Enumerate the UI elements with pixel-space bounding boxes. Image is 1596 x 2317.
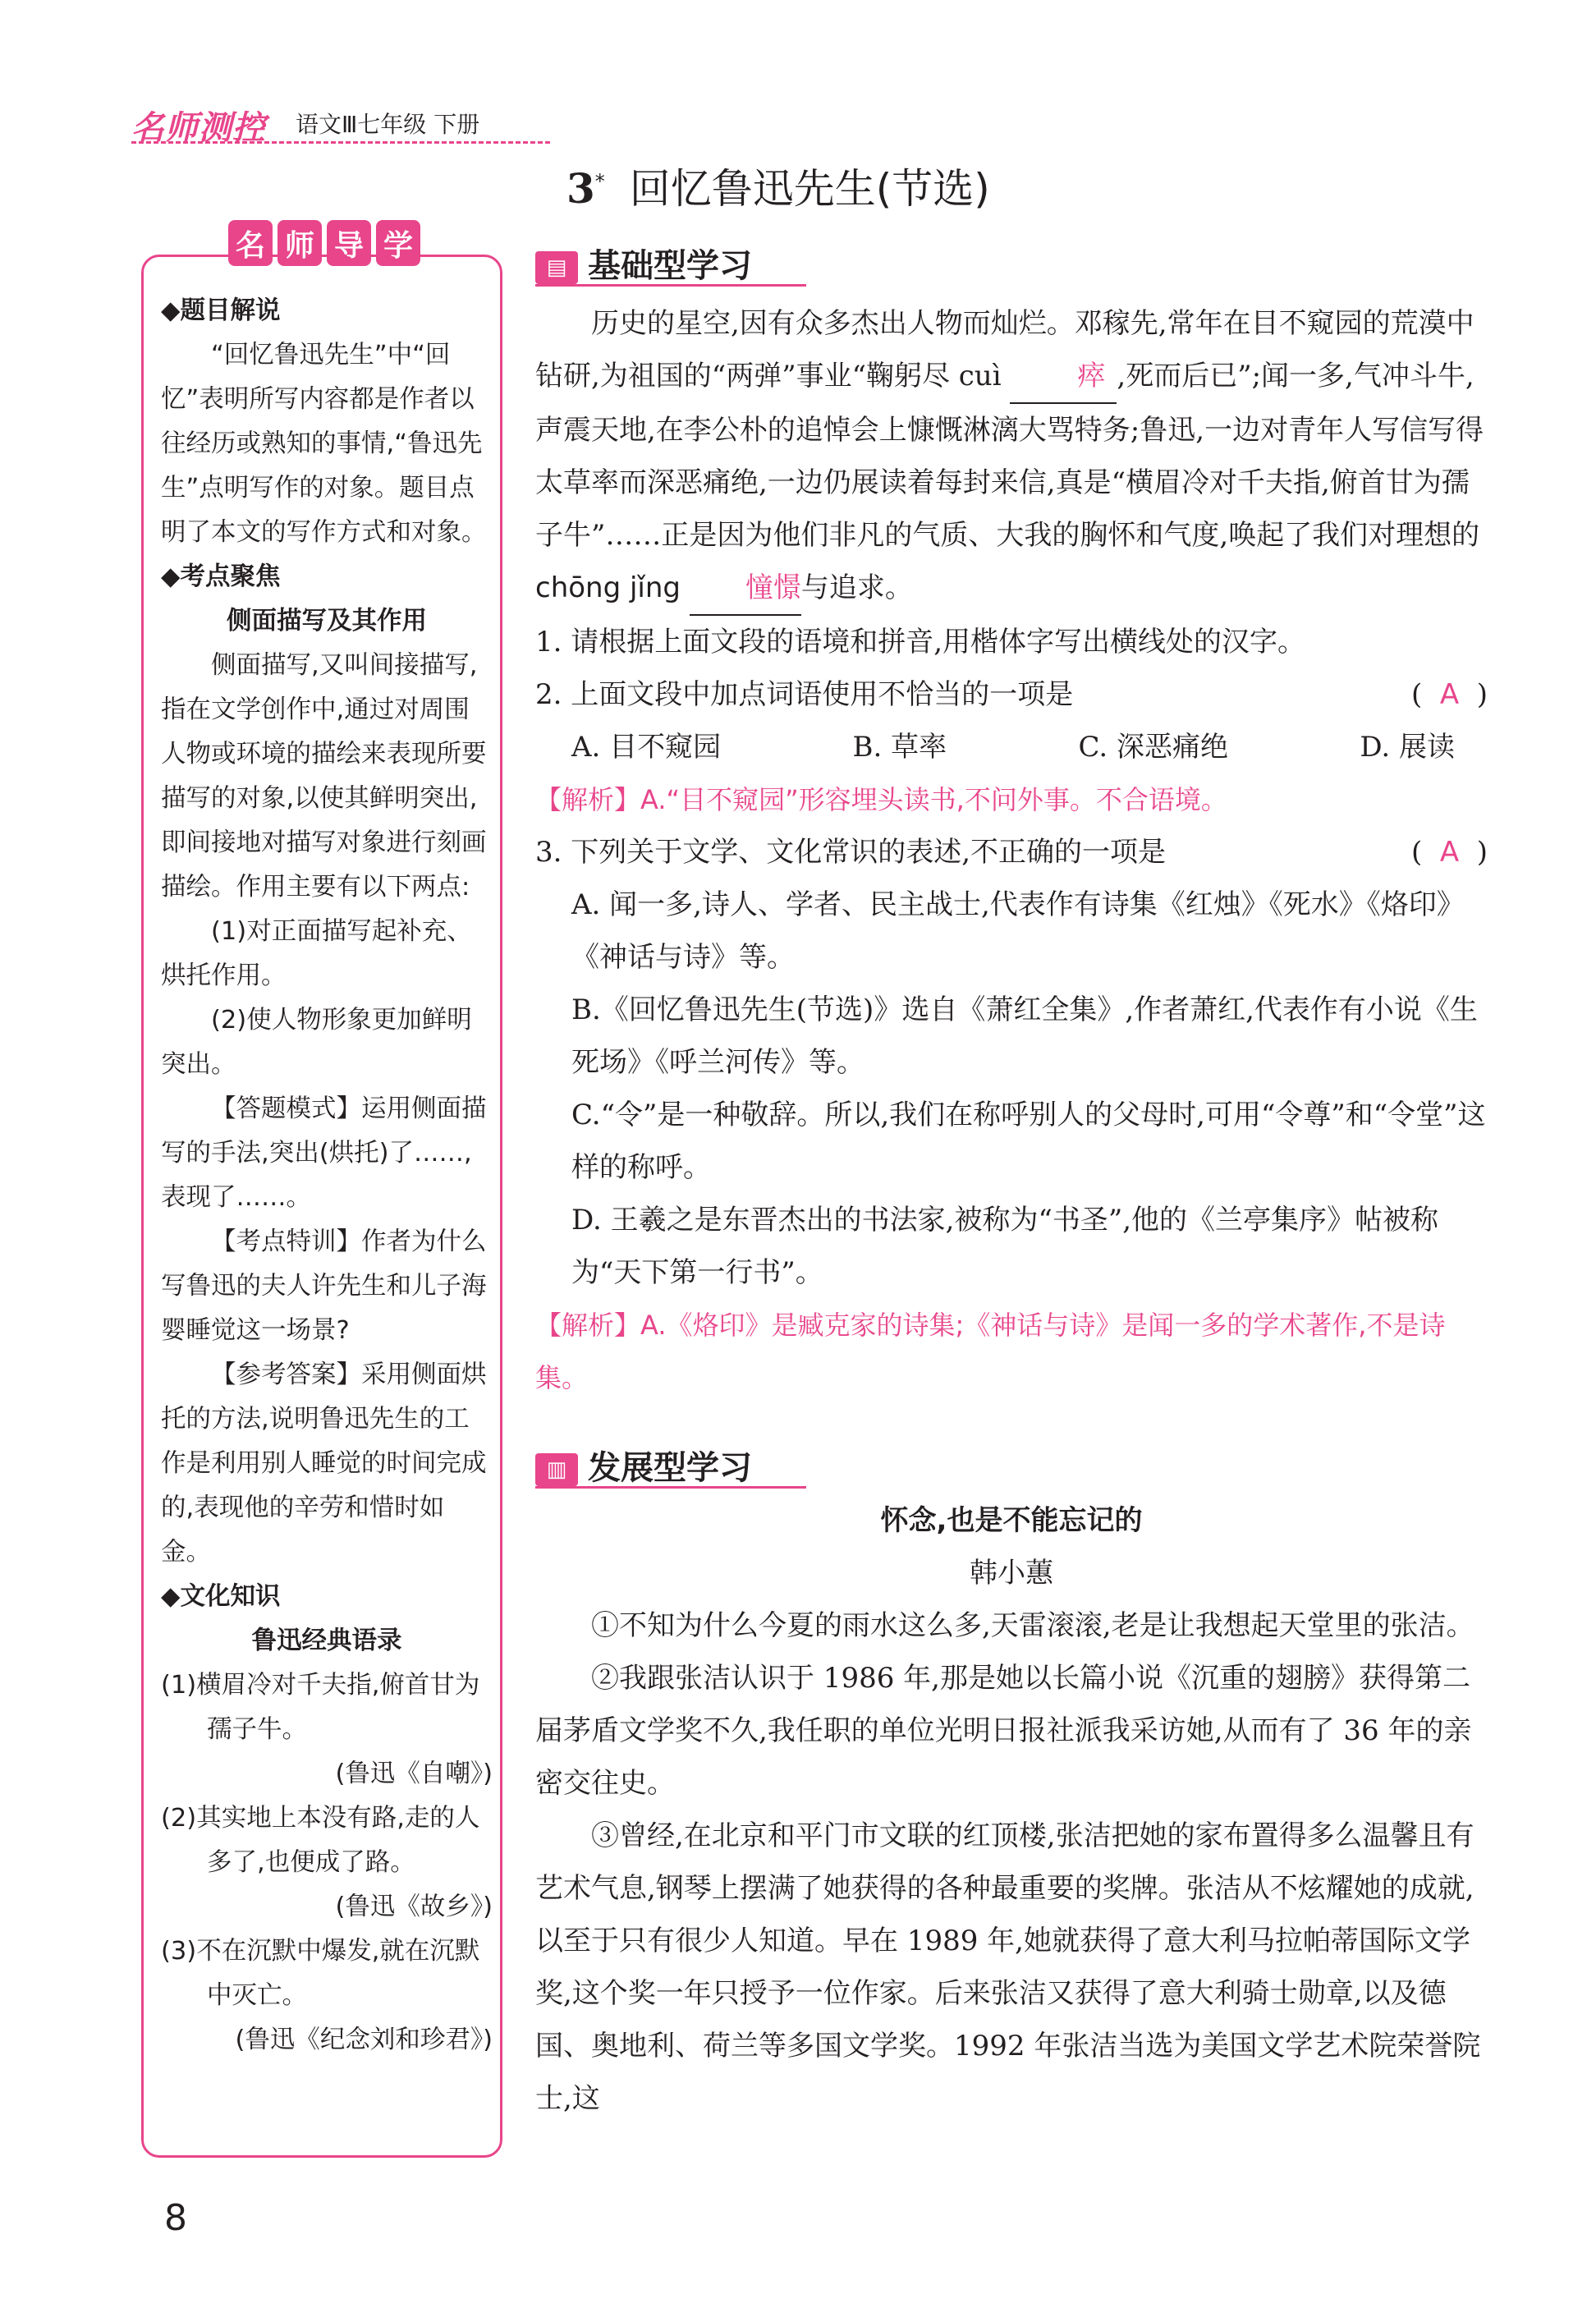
quote-source: (鲁迅《故乡》) <box>335 1893 493 1921</box>
explanation: 【解析】A.《烙印》是臧克家的诗集;《神话与诗》是闻一多的学术著作,不是诗集。 <box>535 1310 1446 1393</box>
quote-source: (鲁迅《自嘲》) <box>335 1760 493 1788</box>
option: B.《回忆鲁迅先生(节选)》选自《萧红全集》,作者萧红,代表作有小说《生死场》《呼兰河传》等。 <box>571 993 1478 1079</box>
passage-text: ,死而后已”;闻一多,气冲斗牛,声震天地,在李公朴的追悼会上慷慨淋漓大骂特务;鲁迅,一边对青年人写信写得太草率而深恶痛绝,一边仍展读着每封来信,真是“横眉冷对千夫指,俯首甘为孺子牛”……正是因为他们非凡的气质、大我的胸怀和气度,唤起了我们对理想的 <box>535 360 1484 552</box>
sidebar-paragraph: (2)使人物形象更加鲜明突出。 <box>161 1006 472 1079</box>
section-heading-text: 基础型学习 <box>588 247 752 285</box>
sidebar-heading: ◆题目解说 <box>161 296 281 325</box>
sidebar-paragraph: “回忆鲁迅先生”中“回忆”表明所写内容都是作者以往经历或熟知的事情,“鲁迅先生”点明写作的对象。题目点明了本文的写作方式和对象。 <box>161 341 487 547</box>
answer: A <box>1439 836 1460 869</box>
option: B. 草率 <box>852 731 947 764</box>
subject-label: 语文Ⅲ七年级 下册 <box>296 111 480 138</box>
explanation: 【解析】A.“目不窥园”形容埋头读书,不问外事。不合语境。 <box>535 784 1227 815</box>
sidebar-subheading: 鲁迅经典语录 <box>251 1626 402 1655</box>
brand-logo: 名师测控 <box>131 109 266 147</box>
option: A. 目不窥园 <box>571 731 722 764</box>
section-divider <box>535 1486 806 1489</box>
option: D. 王羲之是东晋杰出的书法家,被称为“书圣”,他的《兰亭集序》帖被称为“天下第一行书”。 <box>571 1204 1439 1289</box>
question-3 <box>535 826 1488 879</box>
open-book-icon: ▥ <box>535 1453 578 1486</box>
question-text: 3. 下列关于文学、文化常识的表述,不正确的一项是 <box>535 836 1167 869</box>
answer-blank: 憧憬 <box>690 562 801 616</box>
sidebar-heading: ◆文化知识 <box>161 1582 281 1611</box>
sidebar-paragraph: 侧面描写,又叫间接描写,指在文学创作中,通过对周围人物或环境的描绘来表现所要描写的对象,以使其鲜明突出,即间接地对描写对象进行刻画描绘。作用主要有以下两点: <box>161 651 487 902</box>
sidebar-paragraph: 【答题模式】运用侧面描写的手法,突出(烘托)了……,表现了……。 <box>161 1094 487 1212</box>
section-heading-basic <box>535 240 752 287</box>
sidebar-subheading: 侧面描写及其作用 <box>227 607 427 635</box>
quote-item: (2)其实地上本没有路,走的人多了,也便成了路。 <box>161 1804 480 1877</box>
tab-char: 师 <box>277 220 322 266</box>
development-section-content <box>535 1494 1488 2125</box>
section-heading-development <box>535 1442 752 1489</box>
sidebar-heading: ◆考点聚焦 <box>161 562 281 591</box>
option: A. 闻一多,诗人、学者、民主战士,代表作有诗集《红烛》《死水》《烙印》《神话与诗》等。 <box>571 888 1465 974</box>
article-paragraph: ②我跟张洁认识于 1986 年,那是她以长篇小说《沉重的翅膀》获得第二届茅盾文学奖不久,我任职的单位光明日报社派我采访她,从而有了 36 年的亲密交往史。 <box>535 1662 1472 1800</box>
option: C. 深恶痛绝 <box>1078 731 1228 764</box>
page-number: 8 <box>164 2197 187 2239</box>
option: C.“令”是一种敬辞。所以,我们在称呼别人的父母时,可用“令尊”和“令堂”这样的称呼。 <box>571 1099 1486 1184</box>
options-row <box>535 721 1488 773</box>
tab-char: 名 <box>228 220 273 266</box>
passage-text: 历史的星空,因有众多杰出人物而灿烂。邓稼先,常年在目不窥园的荒漠中钻研,为祖国的“两弹”事业“鞠躬尽 cuì <box>535 307 1474 392</box>
sidebar-tab <box>218 220 431 274</box>
lesson-number: 3 <box>566 164 595 213</box>
passage-text: 与追求。 <box>800 571 913 604</box>
quote-item: (3)不在沉默中爆发,就在沉默中灭亡。 <box>161 1937 480 2010</box>
tab-char: 导 <box>327 220 371 266</box>
tab-char: 学 <box>376 220 420 266</box>
article-author: 韩小蕙 <box>970 1557 1053 1590</box>
sidebar-content <box>161 289 493 2062</box>
answer: A <box>1439 678 1460 711</box>
pinyin: chōng jǐng <box>535 571 681 604</box>
books-icon: ▤ <box>535 251 578 284</box>
section-divider <box>535 284 806 287</box>
answer-blank: 瘁 <box>1010 350 1117 404</box>
basic-section-content <box>535 297 1488 1404</box>
article-paragraph: ①不知为什么今夏的雨水这么多,天雷滚滚,老是让我想起天堂里的张洁。 <box>591 1609 1474 1642</box>
sidebar-paragraph: 【考点特训】作者为什么写鲁迅的夫人许先生和儿子海婴睡觉这一场景? <box>161 1227 487 1345</box>
header-divider <box>131 141 550 144</box>
lesson-star: * <box>594 170 605 194</box>
sidebar-paragraph: (1)对正面描写起补充、烘托作用。 <box>161 917 472 990</box>
passage <box>535 297 1488 616</box>
question-2 <box>535 668 1488 721</box>
quote-source: (鲁迅《纪念刘和珍君》) <box>235 2026 493 2054</box>
question-1: 1. 请根据上面文段的语境和拼音,用楷体字写出横线处的汉字。 <box>535 626 1306 658</box>
answer-bracket: ( A ) <box>1410 678 1488 711</box>
option: D. 展读 <box>1360 731 1455 764</box>
sidebar-paragraph: 【参考答案】采用侧面烘托的方法,说明鲁迅先生的工作是利用别人睡觉的时间完成的,表现他的辛劳和惜时如金。 <box>161 1360 487 1567</box>
section-heading-text: 发展型学习 <box>588 1449 752 1487</box>
question-text: 2. 上面文段中加点词语使用不恰当的一项是 <box>535 678 1074 711</box>
lesson-title-text: 回忆鲁迅先生(节选) <box>629 165 990 213</box>
lesson-title <box>566 156 990 215</box>
quote-item: (1)横眉冷对千夫指,俯首甘为孺子牛。 <box>161 1671 480 1744</box>
article-title: 怀念,也是不能忘记的 <box>880 1504 1143 1537</box>
answer-bracket: ( A ) <box>1410 836 1488 869</box>
article-paragraph: ③曾经,在北京和平门市文联的红顶楼,张洁把她的家布置得多么温馨且有艺术气息,钢琴上摆满了她获得的各种最重要的奖牌。张洁从不炫耀她的成就,以至于只有很少人知道。早在 1989 年,她就获得了意大利马拉帕蒂国际文学奖,这个奖一年只授予一位作家。后来张洁又获得了意大利骑士勋章,以及德国、奥地利、荷兰等多国文学奖。1992 年张洁当选为美国文学艺术院荣誉院士,这 <box>535 1819 1481 2115</box>
